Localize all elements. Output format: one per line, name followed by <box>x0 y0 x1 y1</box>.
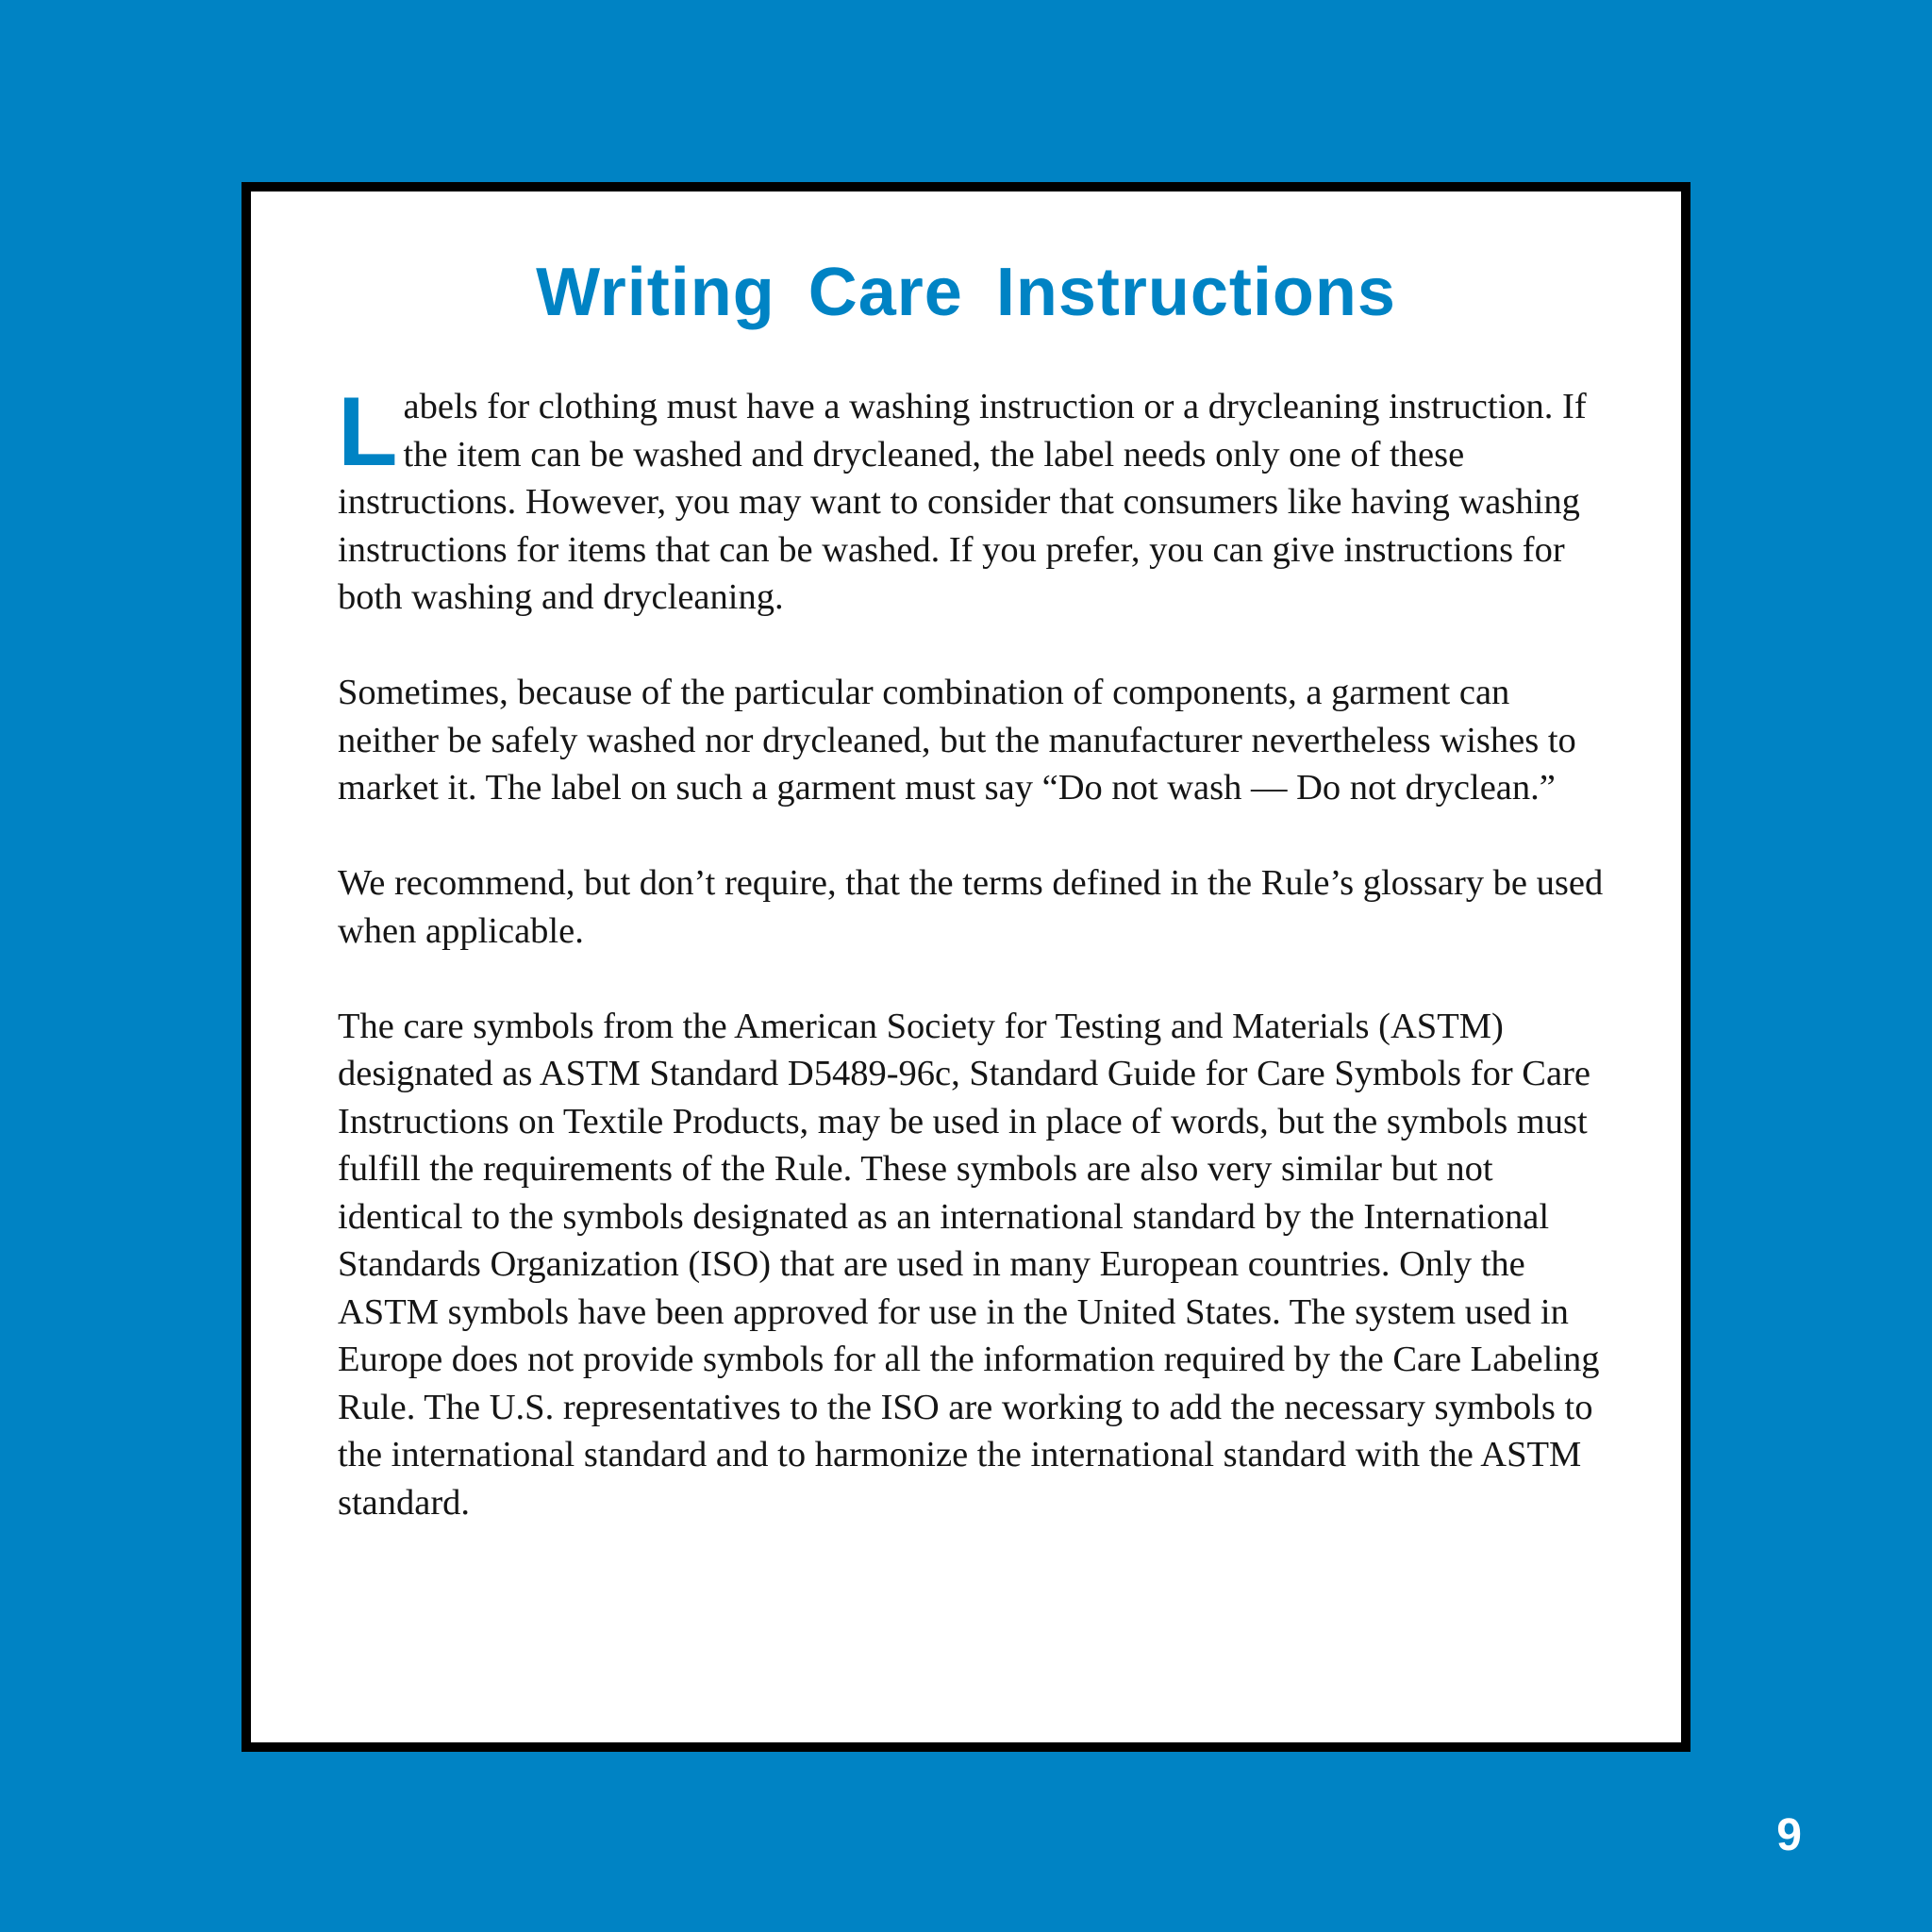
content-panel <box>242 182 1690 1752</box>
paragraph-1-text: abels for clothing must have a washing instruction or a drycleaning instruction. If the item can be washed and drycleaned, the label needs only one of these instructions. However, you may want to consider that consumers like having washing instructions for items that can be washed. If you prefer, you can give instructions for both washing and drycleaning. <box>338 387 1587 617</box>
paragraph-1 <box>338 377 1613 622</box>
body-text <box>338 377 1613 1574</box>
paragraph-4: The care symbols from the American Society for Testing and Materials (ASTM) designated as ASTM Standard D5489-96c, Standard Guide for Care Symbols for Care Instructions on Textile Products, may be used in place of words, but the symbols must fulfill the requirements of the Rule. These symbols are also very similar but not identical to the symbols designated as an international standard by the International Standards Organization (ISO) that are used in many European countries. Only the ASTM symbols have been approved for use in the United States. The system used in Europe does not provide symbols for all the information required by the Care Labeling Rule. The U.S. representatives to the ISO are working to add the necessary symbols to the international standard and to harmonize the international standard with the ASTM standard. <box>338 1006 1600 1523</box>
paragraph-3: We recommend, but don’t require, that the terms defined in the Rule’s glossary be used when applicable. <box>338 863 1604 951</box>
drop-cap: L <box>338 377 398 487</box>
page-number: 9 <box>1776 1810 1802 1860</box>
paragraph-2: Sometimes, because of the particular combination of components, a garment can neither be safely washed nor drycleaned, but the manufacturer nevertheless wishes to market it. The label on such a garment must say “Do not wash — Do not dryclean.” <box>338 673 1576 808</box>
page-title: Writing Care Instructions <box>536 255 1396 330</box>
